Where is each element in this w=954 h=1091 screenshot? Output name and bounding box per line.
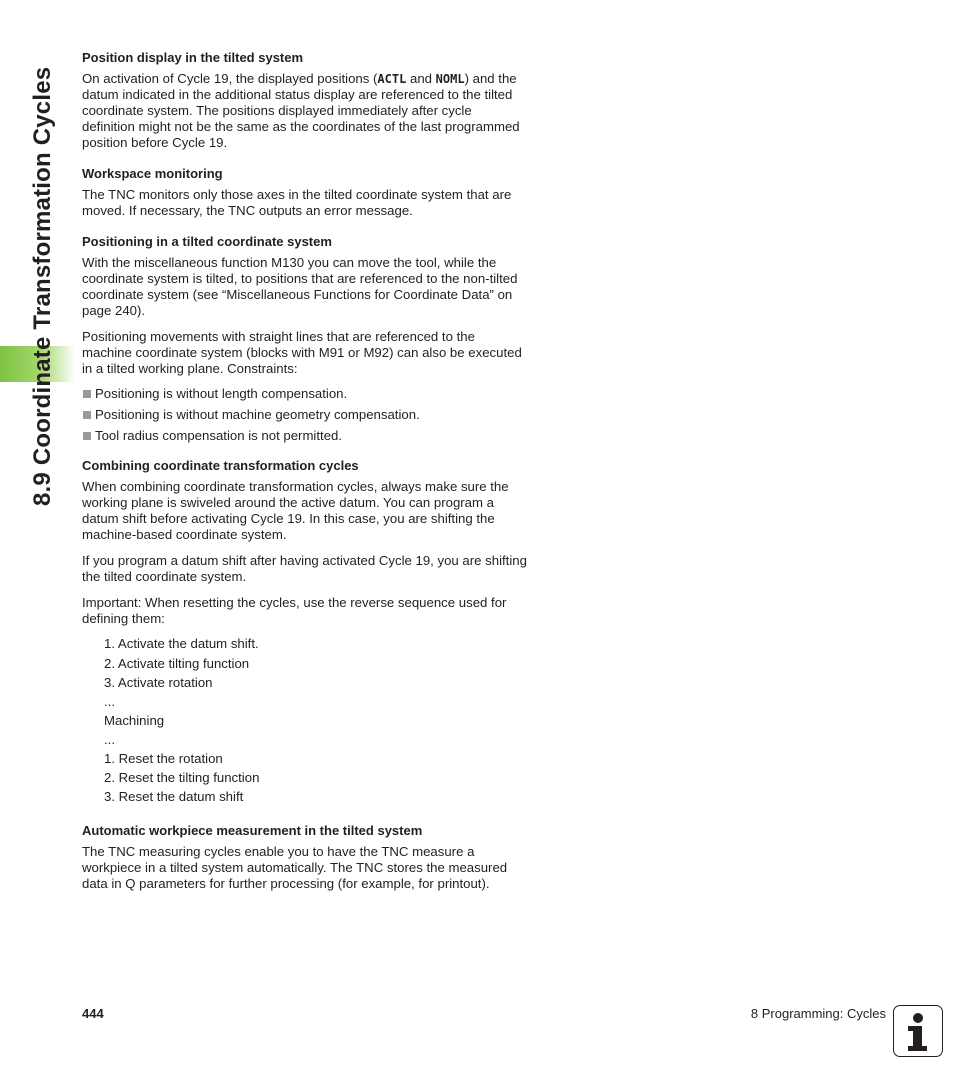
paragraph-m130: With the miscellaneous function M130 you can move the tool, while the coordinate system is tilted, to positions that are referenced to the non-tilted coordinate system (see “Miscellaneous Functions for Coordinate Data” on page 240). <box>82 255 518 318</box>
paragraph-position-display <box>82 71 527 151</box>
text-run: On activation of Cycle 19, the displayed positions ( <box>82 71 378 86</box>
sequence-item: ... <box>104 732 115 747</box>
list-item <box>82 407 527 423</box>
chapter-side-title: 8.9 Coordinate Transformation Cycles <box>29 66 56 506</box>
sequence-item: 1. Reset the rotation <box>104 751 223 766</box>
list-item <box>82 428 527 444</box>
section-heading-position-display: Position display in the tilted system <box>82 50 304 65</box>
sequence-item: 1. Activate the datum shift. <box>104 636 259 651</box>
sequence-item: ... <box>104 694 115 709</box>
sequence-item: 2. Activate tilting function <box>104 656 250 671</box>
actl-code: ACTL <box>377 72 407 86</box>
footer-chapter-title: 8 Programming: Cycles <box>750 1006 886 1021</box>
section-heading-positioning-tilted: Positioning in a tilted coordinate system <box>82 234 332 249</box>
text-run: and <box>406 71 436 86</box>
sequence-item: 3. Reset the datum shift <box>104 789 244 804</box>
section-heading-automatic-measurement: Automatic workpiece measurement in the tilted system <box>82 823 423 838</box>
square-bullet-icon <box>83 390 91 398</box>
sequence-item: Machining <box>104 713 165 728</box>
list-item-text: Positioning is without length compensation. <box>95 386 348 401</box>
list-item <box>82 386 527 402</box>
section-heading-workspace-monitoring: Workspace monitoring <box>82 166 223 181</box>
page-number: 444 <box>82 1006 104 1021</box>
constraints-list <box>82 386 527 444</box>
text-run: ) and the datum indicated in the additional status display are referenced to the tilted coordinate system. The positions displayed immediately after cycle definition might not be the same as the coordinates of the last programmed position before Cycle 19. <box>82 71 520 150</box>
sequence-item: 3. Activate rotation <box>104 675 213 690</box>
paragraph-automatic-measurement: The TNC measuring cycles enable you to have the TNC measure a workpiece in a tilted system automatically. The TNC stores the measured data in Q parameters for further processing (for example, for printout). <box>82 844 508 891</box>
noml-code: NOML <box>435 72 465 86</box>
square-bullet-icon <box>83 432 91 440</box>
sequence-item: 2. Reset the tilting function <box>104 770 260 785</box>
sequence-list <box>82 636 527 805</box>
list-item-text: Tool radius compensation is not permitted. <box>95 428 343 443</box>
section-heading-combining-cycles: Combining coordinate transformation cycles <box>82 458 359 473</box>
paragraph-constraints: Positioning movements with straight lines that are referenced to the machine coordinate system (blocks with M91 or M92) can also be executed in a tilted working plane. Constraints: <box>82 329 522 376</box>
info-i-glyph <box>894 1006 942 1056</box>
list-item-text: Positioning is without machine geometry compensation. <box>95 407 420 422</box>
page-content <box>82 50 527 892</box>
paragraph-combining-2: If you program a datum shift after having activated Cycle 19, you are shifting the tilted coordinate system. <box>82 553 527 584</box>
square-bullet-icon <box>83 411 91 419</box>
info-i-icon <box>893 1005 943 1057</box>
paragraph-combining-1: When combining coordinate transformation cycles, always make sure the working plane is swiveled around the active datum. You can program a datum shift before activating Cycle 19. In this case, you are shifting the machine-based coordinate system. <box>82 479 509 542</box>
paragraph-combining-3: Important: When resetting the cycles, use the reverse sequence used for defining them: <box>82 595 507 626</box>
paragraph-workspace-monitoring: The TNC monitors only those axes in the tilted coordinate system that are moved. If necessary, the TNC outputs an error message. <box>82 187 512 218</box>
